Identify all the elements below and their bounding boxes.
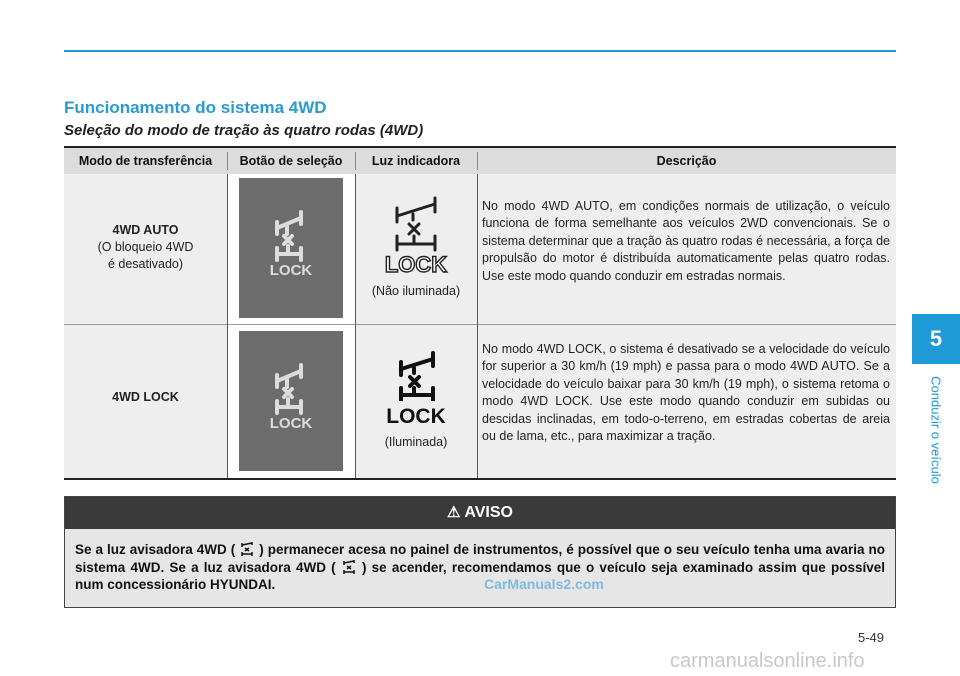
mode-note: é desativado) <box>107 257 184 271</box>
warning-box <box>64 496 896 608</box>
header-transfer-mode: Modo de transferência <box>78 154 213 168</box>
mode-name: 4WD LOCK <box>112 390 179 404</box>
watermark: CarManuals2.com <box>484 576 604 592</box>
section-title: Funcionamento do sistema 4WD <box>64 98 327 117</box>
button-cell <box>227 325 355 478</box>
table-row-4wd-auto <box>64 174 896 325</box>
button-cell <box>227 174 355 324</box>
warning-title: AVISO <box>464 504 513 521</box>
mode-name: 4WD AUTO <box>112 223 179 237</box>
indicator-caption: (Iluminada) <box>384 435 448 449</box>
4wd-axle-icon <box>239 331 343 471</box>
4wd-warning-light-icon <box>239 542 255 556</box>
page-number: 5-49 <box>858 630 885 645</box>
mode-note: (O bloqueio 4WD <box>97 240 194 254</box>
4wd-indicator-icon-lit <box>395 351 441 401</box>
section-subtitle: Seleção do modo de tração às quatro rodas (4WD) <box>64 122 424 139</box>
header-description: Descrição <box>656 154 717 168</box>
chapter-tab: 5 <box>912 314 960 364</box>
button-lock-label: LOCK <box>269 415 313 432</box>
transfer-mode-table <box>64 146 896 480</box>
chapter-title-vertical <box>912 370 960 500</box>
4wd-lock-button-image <box>239 331 343 471</box>
4wd-indicator-icon-outline <box>391 196 445 252</box>
table-row-4wd-lock <box>64 325 896 480</box>
header-selection-button: Botão de seleção <box>239 154 343 168</box>
column-divider <box>227 174 228 478</box>
indicator-cell <box>355 174 477 324</box>
warning-text-part: Se a luz avisadora 4WD ( <box>75 542 236 557</box>
mode-description: No modo 4WD AUTO, em condições normais de utilização, o veículo funciona de forma semelhante aos veículos 2WD convencionais. Se o sistema determinar que a tração às quatro rodas é necessária, a força de propulsão do motor é distribuída automaticamente pelas quatro rodas. Use este modo quando conduzir em estradas normais. <box>482 199 890 283</box>
warning-text-part: ) permanecer acesa no painel de instrumentos, é possível que o seu veículo tenha uma avaria no sistema 4WD. Se a luz avisadora 4WD ( <box>75 542 885 575</box>
footer-watermark: carmanualsonline.info <box>670 650 865 672</box>
warning-text-part: ) se acender, recomendamos que o veículo seja examinado assim que possível num concessionário HYUNDAI. <box>75 559 885 592</box>
column-divider <box>355 174 356 478</box>
table-header <box>64 146 896 175</box>
warning-triangle-icon: ⚠ <box>447 504 461 521</box>
4wd-warning-light-icon <box>341 560 357 574</box>
indicator-lock-label: LOCK <box>386 405 446 428</box>
mode-cell <box>64 222 227 273</box>
top-rule <box>64 50 896 52</box>
warning-text <box>75 541 885 594</box>
4wd-axle-icon <box>239 178 343 318</box>
indicator-caption: (Não iluminada) <box>371 284 461 298</box>
chapter-title: Conduzir o veículo <box>928 376 944 484</box>
button-lock-label: LOCK <box>269 262 313 279</box>
column-divider <box>477 174 478 478</box>
mode-cell <box>64 389 227 406</box>
header-indicator-light: Luz indicadora <box>371 154 461 168</box>
indicator-cell <box>355 325 477 478</box>
mode-description: No modo 4WD LOCK, o sistema é desativado se a velocidade do veículo for superior a 30 km/h (19 mph) e passa para o modo 4WD AUTO. Se a velocidade do veículo baixar para 30 km/h (19 mph), o sistema retoma o modo 4WD LOCK. Use este modo quando conduzir em subidas ou descidas inclinadas, em todo-o-terreno, em estradas cobertas de areia ou de lama, etc., para maximizar a tração. <box>482 342 890 444</box>
warning-header <box>65 497 895 529</box>
indicator-lock-label: LOCK <box>384 252 448 277</box>
4wd-lock-button-image <box>239 178 343 318</box>
